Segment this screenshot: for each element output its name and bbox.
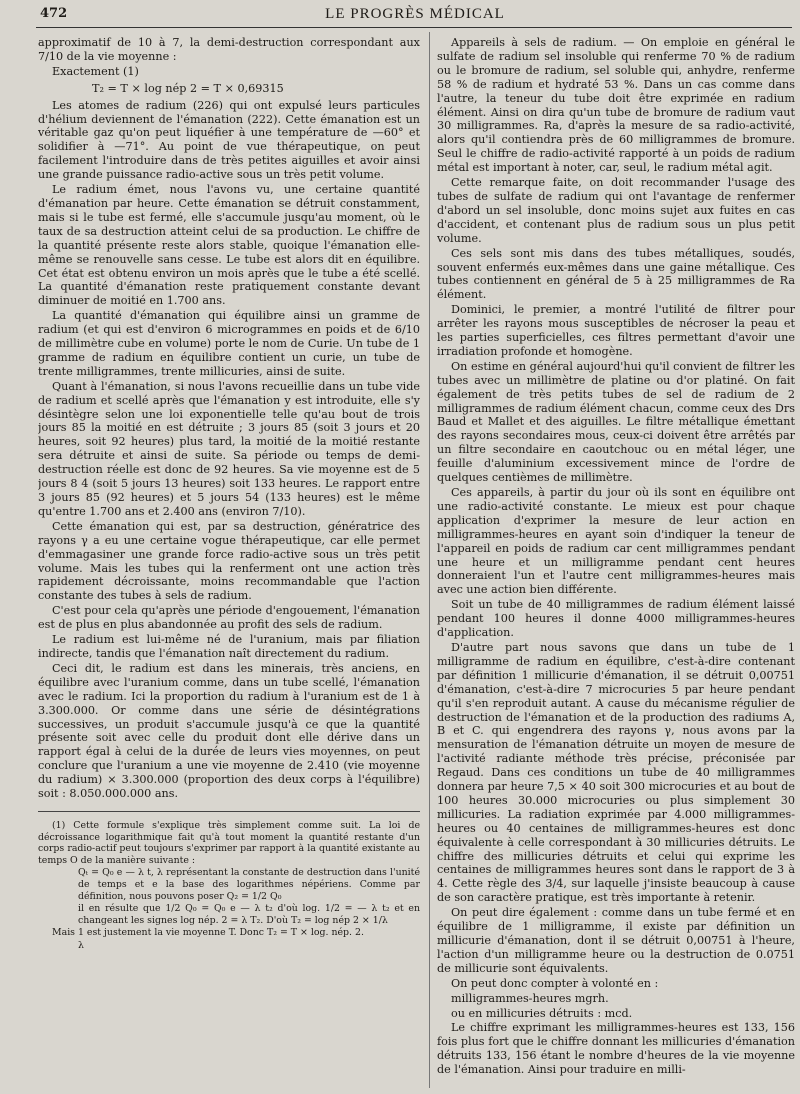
paragraph: Ceci dit, le radium est dans les minerais, très anciens, en équilibre avec l'uranium comme, dans un tube scellé, l'émanation avec le radium. Ici la proportion du radium à l'uranium est de 1 à 3.300.000. Or comme dans une série de désintégrations successives, un produit s'accumule jusqu'à ce que la quantité présente soit avec celle du produit dont elle dérive dans un rapport égal à celui de la durée de leurs vies moyennes, on peut conclure que l'uranium a une vie moyenne de 2.410 (vie moyenne du radium) × 3.300.000 (proportion des deux corps à l'équilibre) soit : 8.050.000.000 ans. — [38, 661, 420, 801]
paragraph: On estime en général aujourd'hui qu'il convient de filtrer les tubes avec un millimètre de platine ou d'or platiné. On fait également de très petits tubes de sel de radium de 2 milligrammes de radium élément chacun, comme ceux des Drs Baud et Mallet et des aiguilles. Le filtre métallique émettant des rayons secondaires mous, ceux-ci doivent être arrêtés par un filtre secondaire en caoutchouc ou en métal léger, une feuille d'aluminium excessivement mince de l'ordre de quelques centièmes de millimètre. — [437, 359, 795, 485]
paragraph: Soit un tube de 40 milligrammes de radium élément laissé pendant 100 heures il donne 4000 milligrammes-heures d'application. — [437, 598, 795, 640]
paragraph: Dominici, le premier, a montré l'utilité de filtrer pour arrêter les rayons mous susceptibles de nécroser la peau et les parties superficielles, ces filtres permettant d'avoir une irradiation profonde et homogène. — [437, 303, 795, 358]
header-rule — [36, 27, 792, 28]
right-column — [437, 36, 795, 1088]
paragraph: C'est pour cela qu'après une période d'engouement, l'émanation est de plus en plus abandonnée au profit des sels de radium. — [38, 604, 420, 632]
paragraph: D'autre part nous savons que dans un tube de 1 milligramme de radium en équilibre, c'est-à-dire contenant par définition 1 millicurie d'émanation, il se détruit 0,00751 d'émanation, c'est-à-dire 7 microcuries 5 par heure pendant qu'il s'en reproduit autant. A cause du mécanisme régulier de destruction de l'émanation et de la production des radiums A, B et C. qui engendrera des rayons γ, nous avons par la mensuration de l'émanation détruite un moyen de mesure de l'activité radiante méthode très précise, préconisée par Regaud. Dans ces conditions un tube de 40 milligrammes donnera par heure 7,5 × 40 soit 300 microcuries et au bout de 100 heures 30.000 microcuries ou plus simplement 30 millicuries. La radiation exprimée par 4.000 milligrammes-heures ou 40 centaines de milligrammes-heures est donc équivalente à celle correspondant à 30 millicuries détruits. Le chiffre des millicuries détruits et celui qui exprime les centaines de milligrammes heures sont dans le rapport de 3 à 4. Cette règle des 3/4, sur laquelle j'insiste beaucoup à cause de son caractère pratique, est très importante à retenir. — [437, 640, 795, 905]
paragraph: Cette émanation qui est, par sa destruction, génératrice des rayons γ a eu une certaine vogue thérapeutique, car elle permet d'emmagasiner une grande force radio-active sous un très petit volume. Mais les tubes qui la renferment ont une action très rapidement décroissante, moins recommandable que l'action constante des tubes à sels de radium. — [38, 519, 420, 603]
paragraph: La quantité d'émanation qui équilibre ainsi un gramme de radium (et qui est d'environ 6 microgrammes en poids et de 6/10 de millimètre cube en volume) porte le nom de Curie. Un tube de 1 gramme de radium en équilibre contient un curie, un tube de trente milligrammes, trente millicuries, ainsi de suite. — [38, 309, 420, 378]
left-column — [38, 36, 420, 1088]
paragraph: Cette remarque faite, on doit recommander l'usage des tubes de sulfate de radium qui ont l'avantage de renfermer d'abord un sel insoluble, donc moins sujet aux fuites en cas d'accident, et contenant plus de radium sous un plus petit volume. — [437, 176, 795, 245]
paragraph: approximatif de 10 à 7, la demi-destruction correspondant aux 7/10 de la vie moyenne : — [38, 36, 420, 63]
paragraph: On peut donc compter à volonté en : — [451, 976, 659, 990]
paragraph: On peut dire également : comme dans un tube fermé et en équilibre de 1 milligramme, il existe par définition un millicurie d'émanation, dont il se détruit 0,00751 à l'heure, l'action d'un milligramme heure ou la destruction de 0.0751 de millicurie sont équivalents. — [437, 906, 795, 975]
paragraph: Le radium émet, nous l'avons vu, une certaine quantité d'émanation par heure. Cette émanation se détruit constamment, mais si le tube est fermé, elle s'accumule jusqu'au moment, où le taux de sa destruction atteint celui de sa production. Le chiffre de la quantité présente reste alors stable, quoique l'émanation elle-même se renouvelle sans cesse. Le tube est alors dit en équilibre. Cet état est obtenu environ un mois après que le tube a été scellé. La quantité d'émanation reste pratiquement constante devant diminuer de moitié en 1.700 ans. — [38, 183, 420, 308]
footnote-rule — [38, 811, 420, 812]
column-separator — [429, 32, 430, 1088]
footnote — [38, 820, 420, 952]
footnote-paragraph: (1) Cette formule s'explique très simplement comme suit. La loi de décroissance logarithmique fait qu'à tout moment la quantité restante d'un corps radio-actif peut toujours s'exprimer par rapport à la quantité existante au temps O de la manière suivante : — [38, 819, 420, 866]
paragraph: Ces appareils, à partir du jour où ils sont en équilibre ont une radio-activité constante. Le mieux est pour chaque application d'exprimer la mesure de leur action en milligrammes-heures en ayant soin d'indiquer la teneur de l'appareil en poids de radium car cent milligrammes pendant une heure et un milligramme pendant cent heures donneraient l'un et l'autre cent milligrammes-heures mais avec une action bien différente. — [437, 486, 795, 597]
paragraph: Le radium est lui-même né de l'uranium, mais par filiation indirecte, tandis que l'émanation naît directement du radium. — [38, 633, 420, 660]
footnote-paragraph: il en résulte que 1/2 Q₀ = Q₀ e — λ t₂ d'où log. 1/2 = — λ t₂ et en changeant les signes log nép. 2 = λ T₂. D'où T₂ = log nép 2 × 1/λ — [78, 903, 420, 926]
footnote-paragraph: Qₜ = Q₀ e — λ t, λ représentant la constante de destruction dans l'unité de temps et e la base des logarithmes népériens. Comme par définition, nous pouvons poser Q₂ = 1/2 Q₀ — [78, 867, 420, 902]
paragraph: Ces sels sont mis dans des tubes métalliques, soudés, souvent enfermés eux-mêmes dans une gaine métallique. Ces tubes contiennent en général de 5 à 25 milligrammes de Ra élément. — [437, 246, 795, 302]
paragraph: Exactement (1) — [52, 64, 139, 78]
paragraph: ou en millicuries détruits : mcd. — [451, 1006, 633, 1020]
journal-title: LE PROGRÈS MÉDICAL — [325, 6, 505, 22]
page-header — [30, 6, 800, 26]
paragraph: Quant à l'émanation, si nous l'avons recueillie dans un tube vide de radium et scellé après que l'émanation y est introduite, elle s'y désintègre selon une loi exponentielle telle qu'au bout de trois jours 85 la moitié en est détruite ; 3 jours 85 (soit 3 jours et 20 heures, soit 92 heures) plus tard, la moitié de la moitié restante sera détruite et ainsi de suite. Sa période ou temps de demi-destruction réelle est donc de 92 heures. Sa vie moyenne est de 5 jours 8 4 (soit 5 jours 13 heures) soit 133 heures. Le rapport entre 3 jours 85 (92 heures) et 5 jours 54 (133 heures) est le même qu'entre 1.700 ans et 2.400 ans (environ 7/10). — [38, 379, 420, 518]
paragraph: Le chiffre exprimant les milligrammes-heures est 133, 156 fois plus fort que le chiffre donnant les millicuries d'émanation détruits 133, 156 étant le nombre d'heures de la vie moyenne de l'émanation. Ainsi pour traduire en milli- — [437, 1021, 795, 1077]
paragraph: Appareils à sels de radium. — On emploie en général le sulfate de radium sel insoluble qui renferme 70 % de radium ou le bromure de radium, sel soluble qui, anhydre, renferme 58 % de radium et hydraté 53 %. Dans un cas comme dans l'autre, la teneur du tube doit être exprimée en radium élément. Ainsi on dira qu'un tube de bromure de radium vaut 30 milligrammes. Ra, d'après la mesure de sa radio-activité, alors qu'il contiendra près de 60 milligrammes de bromure. Seul le chiffre de radio-activité rapporté à un poids de radium métal est important à noter, car, seul, le radium métal agit. — [437, 36, 795, 175]
paragraph: Les atomes de radium (226) qui ont expulsé leurs particules d'hélium deviennent de l'émanation (222). Cette émanation est un véritable gaz qu'on peut liquéfier à une température de —60° et solidifier à —71°. Au point de vue thérapeutique, on peut facilement l'introduire dans de très petites aiguilles et avoir ainsi une grande puissance radio-active sous un très petit volume. — [38, 98, 420, 182]
formula: T₂ = T × log nép 2 = T × 0,69315 — [92, 81, 284, 95]
footnote-paragraph: Mais 1 est justement la vie moyenne T. Donc T₂ = T × log. nép. 2. — [52, 927, 364, 939]
paragraph: milligrammes-heures mgrh. — [451, 991, 609, 1005]
page-number: 472 — [40, 6, 68, 21]
footnote-paragraph: λ — [78, 939, 84, 951]
